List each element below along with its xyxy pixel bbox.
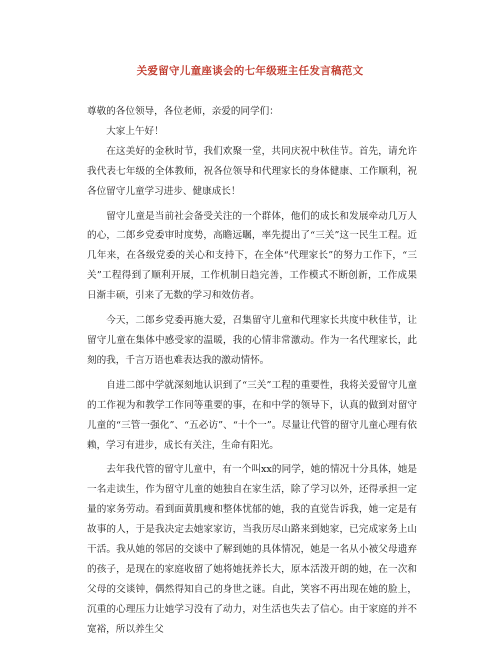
document-body — [87, 102, 417, 640]
paragraph: 今天，二郎乡党委再施大爱，召集留守儿童和代理家长共度中秋佳节，让留守儿童在集体中感受家的温暖，我的心情非常激动。作为一名代理家长，此刻的我，千言万语也难表达我的激动情怀。 — [87, 315, 417, 366]
paragraph: 去年我代管的留守儿童中，有一个叫xx的同学，她的情况十分具体，她是一名走读生，作为留守儿童的她独自在家生活，除了学习以外，还得承担一定量的家务劳动。看到面黄肌瘦和整体忧郁的她，我的直觉告诉我，她一定是有故事的人，于是我决定去她家家访，当我历尽山路来到她家，已完成家务上山干活。我从她的邻居的交谈中了解到她的具体情况，她是一名从小被父母遗弃的孩子，是现在的家庭收留了她将她抚养长大，原本活泼开朗的她，在一次和父母的交谈钟，偶然得知自己的身世之谜。自此，笑容不再出现在她的脸上，沉重的心理压力让她学习没有了动力，对生活也失去了信心。由于家庭的并不宽裕，所以养生父 — [87, 464, 417, 635]
paragraph: 留守儿童是当前社会备受关注的一个群体，他们的成长和发展牵动几万人的心，二郎乡党委审时度势，高瞻远瞩，率先提出了“三关”这一民生工程。近几年来，在各级党委的关心和支持下，在全体“代理家长”的努力工作下，“三关”工程得到了顺利开展，工作机制日趋完善，工作模式不断创新，工作成果日渐丰硕，引来了无数的学习和效仿者。 — [87, 210, 417, 302]
greeting: 大家上午好！ — [106, 125, 164, 137]
paragraph: 在这美好的金秋时节，我们欢聚一堂，共同庆祝中秋佳节。首先，请允许我代表七年级的全体教师，祝各位领导和代理家长的身体健康、工作顺利，祝各位留守儿童学习进步、健康成长！ — [87, 145, 417, 197]
salutation: 尊敬的各位领导，各位老师，亲爱的同学们： — [87, 106, 279, 117]
paragraph: 自进二郎中学就深刻地认识到了“三关”工程的重要性，我将关爱留守儿童的工作视为和教学工作同等重要的事，在和中学的领导下，认真的做到对留守儿童的“三管一强化”、“五必访”、“十个一”。尽量让代管的留守儿童心理有依赖，学习有进步，成长有关注，生命有阳光。 — [87, 379, 417, 451]
document-title: 关爱留守儿童座谈会的七年级班主任发言稿范文 — [136, 65, 364, 77]
